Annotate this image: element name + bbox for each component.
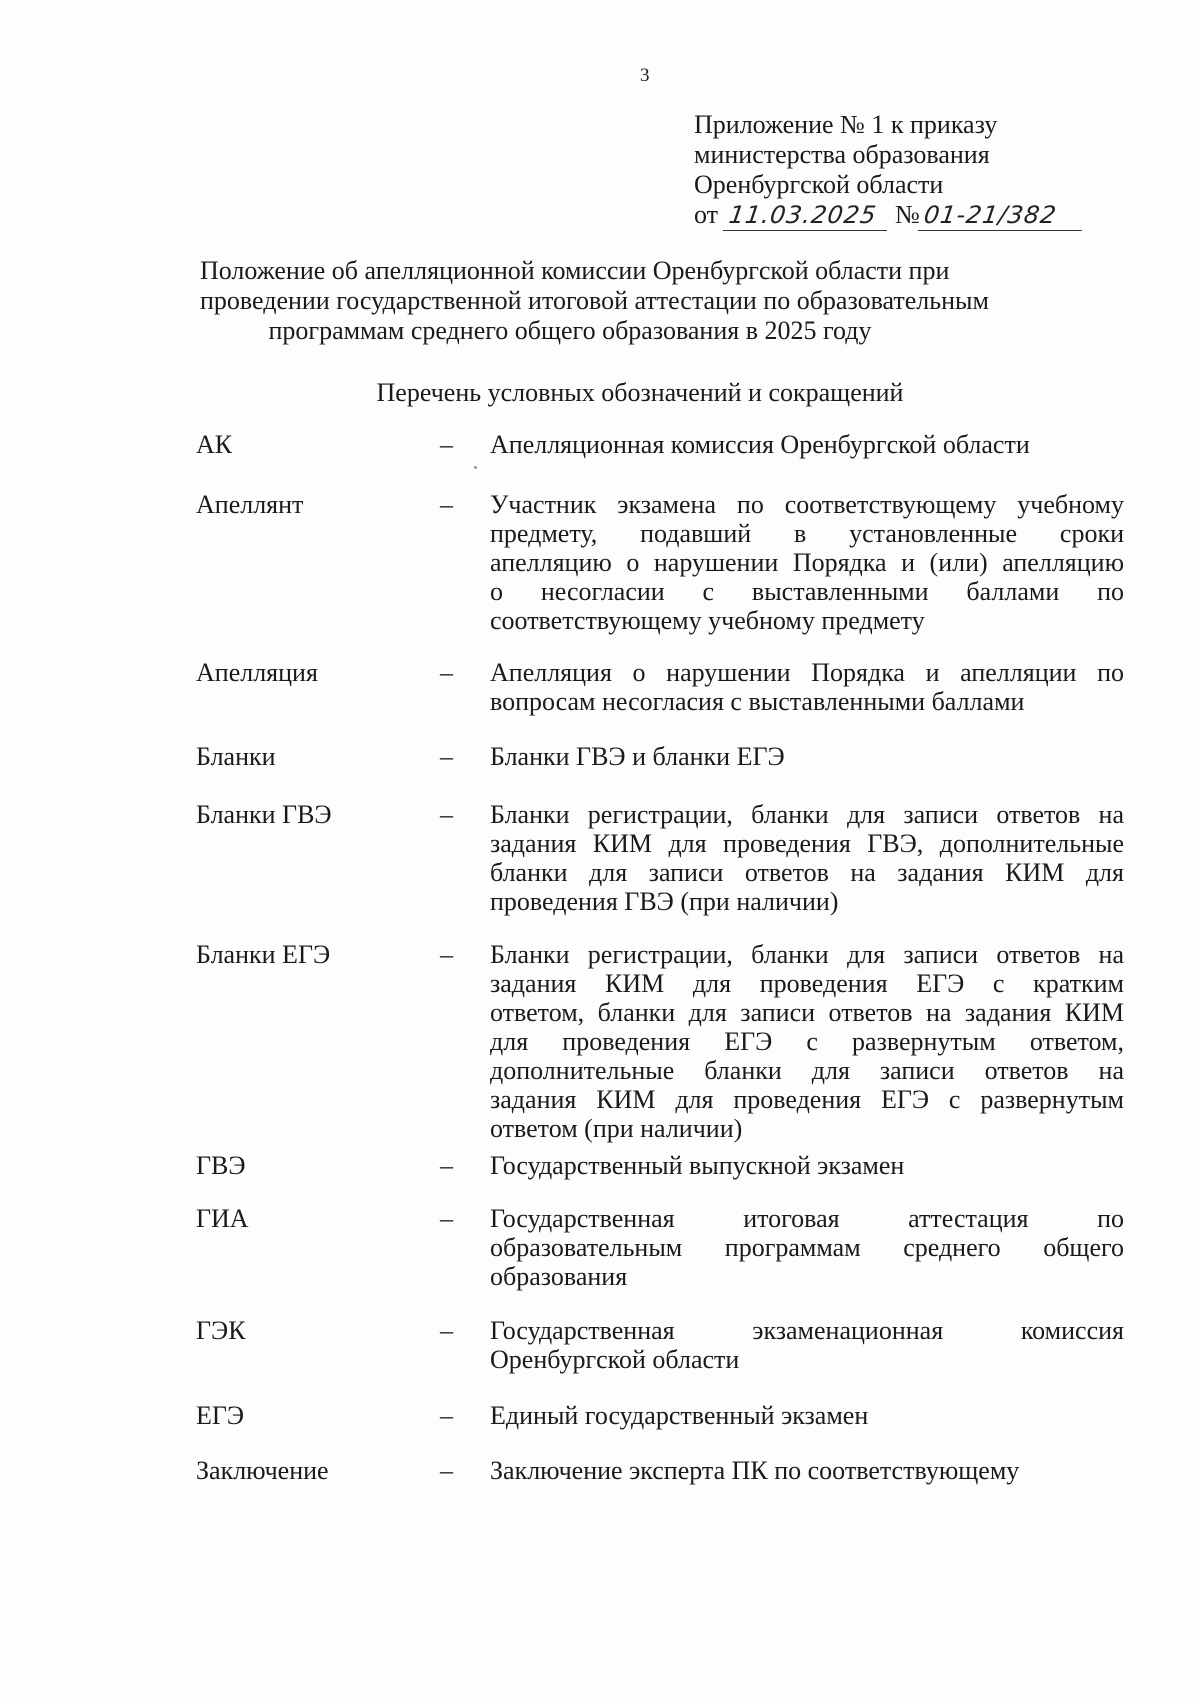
definition-text-line: Апелляционная комиссия Оренбургской области [490, 430, 1030, 459]
definition-term: ЕГЭ [196, 1401, 245, 1430]
appendix-order-line [694, 200, 1114, 234]
definition-text-line: Государственный выпускной экзамен [490, 1151, 905, 1180]
appendix-header [694, 110, 1114, 234]
definition-text-line: апелляцию о нарушении Порядка и (или) апелляцию [490, 548, 1124, 577]
definition-text-line: вопросам несогласия с выставленными баллами [490, 687, 1025, 716]
definition-text-line: задания КИМ для проведения ГВЭ, дополнительные [490, 829, 1124, 858]
section-title: Перечень условных обозначений и сокращений [376, 378, 904, 407]
definition-text-line: проведения ГВЭ (при наличии) [490, 887, 839, 916]
definition-term: Бланки [196, 742, 276, 771]
handwritten-date: 11.03.2025 [722, 200, 890, 231]
number-label: № [895, 200, 920, 229]
definition-text-line: Государственная экзаменационная комиссия [490, 1316, 1124, 1345]
definition-text [490, 1151, 1124, 1180]
document-title [200, 256, 989, 346]
definition-text-line: дополнительные бланки для записи ответов на [490, 1056, 1124, 1085]
definition-text [490, 430, 1124, 459]
definition-text-line: соответствующему учебному предмету [490, 606, 925, 635]
definition-text-line: Единый государственный экзамен [490, 1401, 869, 1430]
title-line-1: Положение об апелляционной комиссии Оренбургской области при [200, 256, 950, 285]
definition-dash: – [440, 1456, 453, 1485]
definition-text [490, 800, 1124, 916]
definition-dash: – [440, 1204, 453, 1233]
definition-dash: – [440, 658, 453, 687]
definition-text-line: образовательным программам среднего общего [490, 1233, 1124, 1262]
definition-dash: – [440, 1401, 453, 1430]
definition-term: Апеллянт [196, 490, 304, 519]
definition-dash: – [440, 1316, 453, 1345]
appendix-line-1: Приложение № 1 к приказу [694, 110, 998, 139]
definition-text-line: Апелляция о нарушении Порядка и апелляции по [490, 658, 1124, 687]
definition-text-line: Заключение эксперта ПК по соответствующему [490, 1456, 1020, 1485]
page-number: 3 [640, 65, 650, 86]
definition-term: Бланки ГВЭ [196, 800, 332, 829]
definition-text [490, 1401, 1124, 1430]
definition-dash: – [440, 1151, 453, 1180]
definition-text [490, 1316, 1124, 1374]
definition-term: Бланки ЕГЭ [196, 940, 331, 969]
definition-text-line: Бланки регистрации, бланки для записи ответов на [490, 800, 1124, 829]
definition-text-line: Участник экзамена по соответствующему учебному [490, 490, 1124, 519]
definition-text [490, 658, 1124, 716]
definition-text-line: ответом (при наличии) [490, 1114, 743, 1143]
definition-text [490, 742, 1124, 771]
appendix-line-2: министерства образования [694, 140, 990, 169]
definition-text-line: ответом, бланки для записи ответов на задания КИМ [490, 998, 1124, 1027]
definition-text-line: бланки для записи ответов на задания КИМ для [490, 858, 1124, 887]
definition-text-line: Оренбургской области [490, 1345, 740, 1374]
appendix-line-3: Оренбургской области [694, 170, 944, 199]
definition-dash: – [440, 800, 453, 829]
definition-text-line: задания КИМ для проведения ЕГЭ с кратким [490, 969, 1124, 998]
definition-text [490, 1456, 1124, 1485]
definition-term: ГИА [196, 1204, 249, 1233]
definition-dash: – [440, 742, 453, 771]
definition-term: АК [196, 430, 233, 459]
definition-text [490, 940, 1124, 1143]
title-line-2: проведении государственной итоговой аттестации по образовательным [200, 286, 989, 315]
from-label: от [694, 200, 719, 229]
definition-text-line: Бланки регистрации, бланки для записи ответов на [490, 940, 1124, 969]
definition-text [490, 1204, 1124, 1291]
definition-text-line: предмету, подавший в установленные сроки [490, 519, 1124, 548]
definition-term: Заключение [196, 1456, 329, 1485]
definition-text-line: задания КИМ для проведения ЕГЭ с развернутым [490, 1085, 1124, 1114]
handwritten-number: 01-21/382 [918, 200, 1086, 231]
definition-text [490, 490, 1124, 635]
definition-term: ГВЭ [196, 1151, 246, 1180]
title-line-3: программам среднего общего образования в 2025 году [268, 316, 872, 345]
definition-text-line: образования [490, 1262, 628, 1291]
definition-term: Апелляция [196, 658, 318, 687]
scan-speck [474, 466, 477, 469]
definition-dash: – [440, 430, 453, 459]
definition-text-line: для проведения ЕГЭ с развернутым ответом, [490, 1027, 1124, 1056]
definition-term: ГЭК [196, 1316, 246, 1345]
definition-dash: – [440, 940, 453, 969]
definition-text-line: о несогласии с выставленными баллами по [490, 577, 1124, 606]
definition-text-line: Государственная итоговая аттестация по [490, 1204, 1124, 1233]
definition-text-line: Бланки ГВЭ и бланки ЕГЭ [490, 742, 785, 771]
definition-dash: – [440, 490, 453, 519]
